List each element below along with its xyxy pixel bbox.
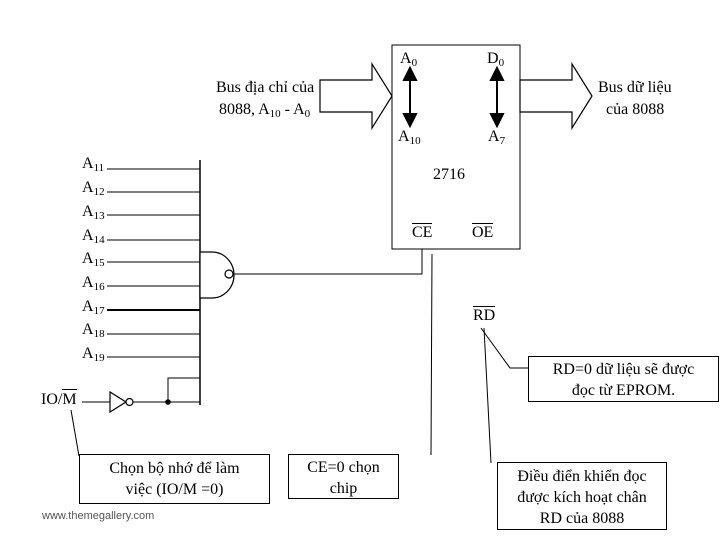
a0-label bbox=[400, 51, 417, 69]
rd-note-line2: đọc từ EPROM. bbox=[571, 382, 676, 399]
rd-note-pointer bbox=[481, 328, 528, 368]
rd-note-callout bbox=[528, 356, 719, 402]
data-bus-line2: của 8088 bbox=[606, 101, 665, 118]
data-bus-label-line2 bbox=[606, 102, 664, 118]
ce-select-pointer bbox=[431, 254, 432, 455]
data-bus-line1: Bus dữ liệu bbox=[598, 79, 672, 96]
read-control-line1: Điều điển khiển đọc bbox=[517, 468, 647, 485]
address-line-label: $A_{19}$ bbox=[82, 345, 105, 364]
d0-base: D bbox=[487, 50, 499, 67]
d0-sub: 0 bbox=[498, 57, 505, 69]
address-line-label: $A_{17}$ bbox=[82, 298, 105, 317]
io-m-prefix: IO/ bbox=[41, 391, 63, 408]
data-bus-label bbox=[598, 80, 672, 96]
address-line-label: $A_{11}$ bbox=[82, 155, 105, 174]
memory-select-line1: Chọn bộ nhớ để làm bbox=[109, 460, 240, 477]
address-bus-arrow bbox=[320, 64, 392, 128]
d7-sub: 7 bbox=[499, 135, 506, 147]
address-line-label: $A_{14}$ bbox=[82, 227, 105, 246]
nand-gate bbox=[200, 252, 234, 298]
watermark: www.themegallery.com bbox=[42, 510, 155, 522]
chip-name: 2716 bbox=[433, 166, 465, 183]
read-control-pointer bbox=[484, 328, 491, 463]
address-bus-sub2: 0 bbox=[304, 108, 311, 120]
d0-label bbox=[487, 51, 504, 69]
io-m-bar: M bbox=[62, 391, 77, 408]
address-line-label: $A_{18}$ bbox=[82, 321, 105, 340]
a10-label bbox=[398, 129, 421, 147]
address-bus-sub: 10 bbox=[269, 108, 281, 120]
memory-select-line2: việc (IO/M =0) bbox=[125, 481, 224, 498]
d7-label bbox=[488, 129, 505, 147]
read-control-line3: RD của 8088 bbox=[539, 510, 625, 527]
oe-pin-label: OE bbox=[472, 224, 494, 241]
memory-select-callout bbox=[79, 454, 270, 504]
address-line-label: $A_{12}$ bbox=[82, 179, 105, 198]
inverter-gate bbox=[110, 392, 133, 412]
address-bus-prefix: 8088, A bbox=[219, 101, 270, 118]
address-line-label: $A_{16}$ bbox=[82, 274, 105, 293]
address-bus-line1: Bus địa chỉ của bbox=[216, 79, 315, 96]
io-m-label bbox=[41, 392, 77, 408]
memory-select-pointer bbox=[71, 410, 79, 456]
a0-base: A bbox=[400, 50, 412, 67]
ce-pin-label: CE bbox=[412, 224, 433, 241]
address-lines-wires bbox=[107, 169, 200, 357]
ce-select-callout bbox=[288, 454, 399, 499]
ce-select-line1: CE=0 chọn bbox=[307, 459, 380, 476]
a10-sub: 10 bbox=[409, 135, 421, 147]
a0-sub: 0 bbox=[411, 57, 418, 69]
ce-select-line2: chip bbox=[329, 480, 358, 497]
ce-wire bbox=[233, 249, 422, 274]
rd-pin-label: RD bbox=[473, 307, 496, 324]
address-bus-label-line2 bbox=[219, 102, 310, 120]
address-line-label: $A_{15}$ bbox=[82, 250, 105, 269]
address-line-label: $A_{13}$ bbox=[82, 203, 105, 222]
address-bus-label bbox=[216, 80, 314, 96]
address-bus-suffix: - A bbox=[280, 101, 305, 118]
read-control-callout bbox=[497, 462, 667, 530]
data-bus-arrow bbox=[520, 64, 592, 128]
io-m-bracket bbox=[168, 378, 200, 402]
a10-base: A bbox=[398, 128, 410, 145]
d7-base: A bbox=[488, 128, 500, 145]
rd-note-line1: RD=0 dữ liệu sẽ được bbox=[552, 361, 695, 378]
read-control-line2: được kích hoạt chân bbox=[517, 489, 647, 506]
